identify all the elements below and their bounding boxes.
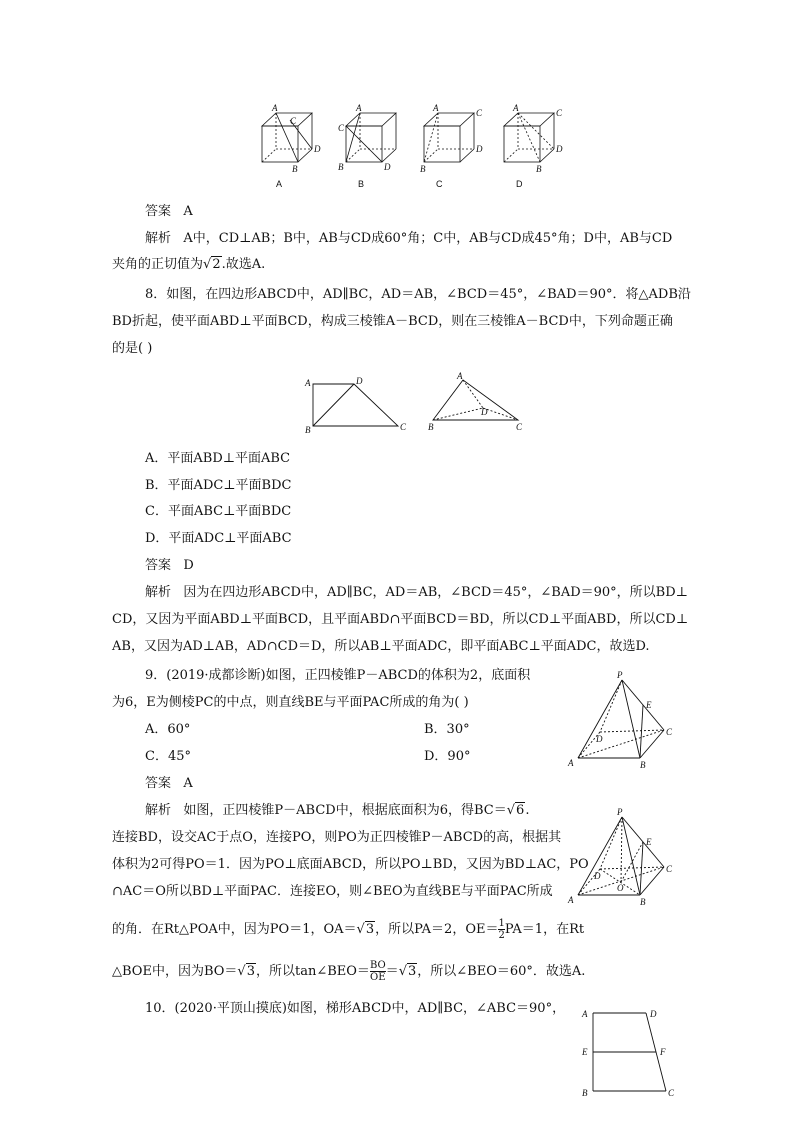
q8-stem-line-2: BD折起，使平面ABD⊥平面BCD，构成三棱锥A－BCD，则在三棱锥A－BCD中，下列命题正确 <box>112 314 673 329</box>
q9-analysis-line-4: ∩AC＝O所以BD⊥平面PAC．连接EO，则∠BEO为直线BE与平面PAC所成 <box>112 884 553 899</box>
q7-analysis-text-1: A中，CD⊥AB；B中，AB与CD成60°角；C中，AB与CD成45°角；D中，AB与CD <box>183 231 673 246</box>
fraction-denominator: 2 <box>498 930 505 941</box>
fraction-numerator: BO <box>369 960 386 971</box>
cube-a-label-d: D <box>314 144 321 154</box>
cube-a-label-a: A <box>272 103 278 113</box>
q10-fig-label-e: E <box>582 1047 588 1057</box>
q10-fig-label-c: C <box>668 1088 675 1098</box>
cube-c-label-c: C <box>476 108 483 118</box>
q8-tetrahedron-figure <box>433 380 518 420</box>
q9-option-b: B．30° <box>424 722 470 737</box>
q7-analysis-line-2: 夹角的正切值为√2.故选A. <box>112 257 266 272</box>
q9b-fig-label-o: O <box>617 883 624 893</box>
q9-analysis-text-5a: 的角．在Rt△POA中，因为PO＝1，OA＝ <box>112 922 357 937</box>
q7-answer-line <box>145 203 193 221</box>
q8-fig2-label-c: C <box>516 422 523 432</box>
q9-fig-label-d: D <box>596 734 603 744</box>
q9-stem-line-1: 9．(2019·成都诊断)如图，正四棱锥P－ABCD的体积为2，底面积 <box>145 668 531 683</box>
q8-fig2-label-d: D <box>481 407 488 417</box>
q9-option-c: C．45° <box>145 749 191 764</box>
analysis-label: 解析 <box>145 585 172 600</box>
q9b-fig-label-a: A <box>568 895 574 905</box>
q9-option-a: A．60° <box>145 722 191 737</box>
q10-fig-label-a: A <box>582 1009 588 1019</box>
q9-analysis-line-5: 的角．在Rt△POA中，因为PO＝1，OA＝√3，所以PA＝2，OE＝ $\frac{1}{2}$ PA＝1，在Rt <box>112 918 585 941</box>
q10-fig-label-b: B <box>582 1088 588 1098</box>
q9-analysis-text-6c: ＝ <box>385 964 399 979</box>
q8-option-a: A．平面ABD⊥平面ABC <box>145 451 291 466</box>
q10-stem-line-1: 10．(2020·平顶山摸底)如图，梯形ABCD中，AD∥BC，∠ABC＝90°， <box>145 1001 566 1016</box>
q8-stem-line-3: 的是( ) <box>112 341 153 356</box>
q8-option-b: B．平面ADC⊥平面BDC <box>145 478 292 493</box>
q9-analysis-line-2: 连接BD，设交AC于点O，连接PO，则PO为正四棱锥P－ABCD的高，根据其 <box>112 830 562 845</box>
q9-analysis-line-3: 体积为2可得PO＝1．因为PO⊥底面ABCD，所以PO⊥BD，又因为BD⊥AC，PO <box>112 857 589 872</box>
q7-analysis-text-2-post: .故选A. <box>221 257 266 272</box>
cube-c-label-a: A <box>433 103 439 113</box>
cube-a-label-b: B <box>292 164 298 174</box>
q9-analysis-line-1: 解析 如图，正四棱锥P－ABCD中，根据底面积为6，得BC＝√6. <box>145 803 530 818</box>
cube-d-label-d: D <box>556 144 563 154</box>
q8-fig2-label-a: A <box>457 371 463 381</box>
q9-analysis-text-1-post: . <box>525 803 530 818</box>
cube-b-label-b: B <box>338 162 344 172</box>
answer-label: 答案 <box>145 776 172 791</box>
q8-quadrilateral-figure <box>313 384 398 426</box>
cube-b-caption: B <box>358 179 365 189</box>
q7-analysis-line-1 <box>145 230 672 248</box>
q9-analysis-text-5c: PA＝1，在Rt <box>504 922 585 937</box>
cube-c-label-d: D <box>476 144 483 154</box>
sqrt-3: 3 <box>365 922 375 937</box>
q9-fig-label-e: E <box>646 700 652 710</box>
q9-option-d: D．90° <box>424 749 471 764</box>
q8-fig1-label-b: B <box>305 425 311 435</box>
answer-value: D <box>183 558 194 573</box>
q8-stem-line-1: 8．如图，在四边形ABCD中，AD∥BC，AD＝AB，∠BCD＝45°，∠BAD＝90°．将△ADB沿 <box>145 287 691 302</box>
q8-analysis-line-3: AB，又因为AD⊥AB，AD∩CD＝D，所以AB⊥平面ADC，即平面ABC⊥平面ADC，故选D. <box>112 639 650 654</box>
sqrt-3: 3 <box>407 964 417 979</box>
q8-fig1-label-c: C <box>400 422 407 432</box>
cube-c-label-b: B <box>420 164 426 174</box>
q10-fig-label-f: F <box>660 1047 666 1057</box>
q7-analysis-text-2-pre: 夹角的正切值为 <box>112 257 204 272</box>
cube-figure-d <box>504 113 554 162</box>
q9-answer-line <box>145 775 193 793</box>
cube-b-label-c: C <box>338 123 345 133</box>
q9-analysis-text-6b: ，所以tan∠BEO＝ <box>255 964 370 979</box>
q8-analysis-line-1 <box>145 584 688 602</box>
cube-d-label-b: B <box>536 164 542 174</box>
cube-figures-row <box>0 0 794 200</box>
q9-fig-label-b: B <box>640 760 646 770</box>
q9-analysis-text-1-pre: 如图，正四棱锥P－ABCD中，根据底面积为6，得BC＝ <box>183 803 507 818</box>
answer-value: A <box>183 204 193 219</box>
cube-d-label-c: C <box>556 108 563 118</box>
q8-figures <box>0 370 794 450</box>
q9-analysis-text-6d: ，所以∠BEO＝60°．故选A. <box>417 964 586 979</box>
cube-b-label-a: A <box>356 103 362 113</box>
q9b-fig-label-d: D <box>594 871 601 881</box>
cube-c-caption: C <box>436 179 443 189</box>
cube-figure-a <box>262 113 312 162</box>
q9-fig-label-p: P <box>617 670 623 680</box>
q9-fig-label-a: A <box>568 758 574 768</box>
q9-fig-label-c: C <box>666 727 673 737</box>
fraction-numerator: 1 <box>498 918 505 929</box>
q9-analysis-text-5b: ，所以PA＝2，OE＝ <box>375 922 499 937</box>
answer-label: 答案 <box>145 204 172 219</box>
cube-a-caption: A <box>276 179 283 189</box>
fraction-denominator: OE <box>370 972 386 983</box>
q9b-fig-label-p: P <box>617 807 623 817</box>
cube-figure-c <box>424 113 474 162</box>
q9-stem-line-2: 为6，E为侧棱PC的中点，则直线BE与平面PAC所成的角为( ) <box>112 695 469 710</box>
q8-analysis-line-2: CD，又因为平面ABD⊥平面BCD，且平面ABD∩平面BCD＝BD，所以CD⊥平面ABD，所以CD⊥ <box>112 612 689 627</box>
q8-option-d: D．平面ADC⊥平面ABC <box>145 531 292 546</box>
q8-fig1-label-d: D <box>356 376 363 386</box>
analysis-label: 解析 <box>145 231 172 246</box>
cube-d-caption: D <box>516 179 523 189</box>
q9b-fig-label-e: E <box>646 837 652 847</box>
q9b-fig-label-c: C <box>666 864 673 874</box>
q8-fig2-label-b: B <box>428 422 434 432</box>
sqrt-2: 2 <box>212 257 221 272</box>
q8-answer-line <box>145 557 194 575</box>
q8-analysis-text-1: 因为在四边形ABCD中，AD∥BC，AD＝AB，∠BCD＝45°，∠BAD＝90°，所以BD⊥ <box>183 585 688 600</box>
answer-label: 答案 <box>145 558 172 573</box>
q9-pyramid-figure <box>0 670 794 770</box>
cube-figure-b <box>346 113 396 162</box>
q9b-fig-label-b: B <box>640 897 646 907</box>
q8-fig1-label-a: A <box>305 378 311 388</box>
cube-b-label-d: D <box>384 162 391 172</box>
cube-a-label-c: C <box>290 116 297 126</box>
cube-d-label-a: A <box>513 103 519 113</box>
sqrt-6: 6 <box>516 803 525 818</box>
q9-analysis-line-6: △BOE中，因为BO＝√3，所以tan∠BEO＝ $\frac{BO}{OE}$ ＝√3，所以∠BEO＝60°．故选A. <box>112 960 586 983</box>
q9-analysis-text-6a: △BOE中，因为BO＝ <box>112 964 238 979</box>
analysis-label: 解析 <box>145 803 172 818</box>
q8-option-c: C．平面ABC⊥平面BDC <box>145 504 292 519</box>
sqrt-3: 3 <box>246 964 255 979</box>
answer-value: A <box>183 776 193 791</box>
q10-fig-label-d: D <box>650 1009 657 1019</box>
fraction-bo-oe <box>370 960 386 983</box>
q10-trapezoid-figure <box>0 1005 794 1115</box>
q9-analysis-pyramid-figure <box>0 805 794 915</box>
